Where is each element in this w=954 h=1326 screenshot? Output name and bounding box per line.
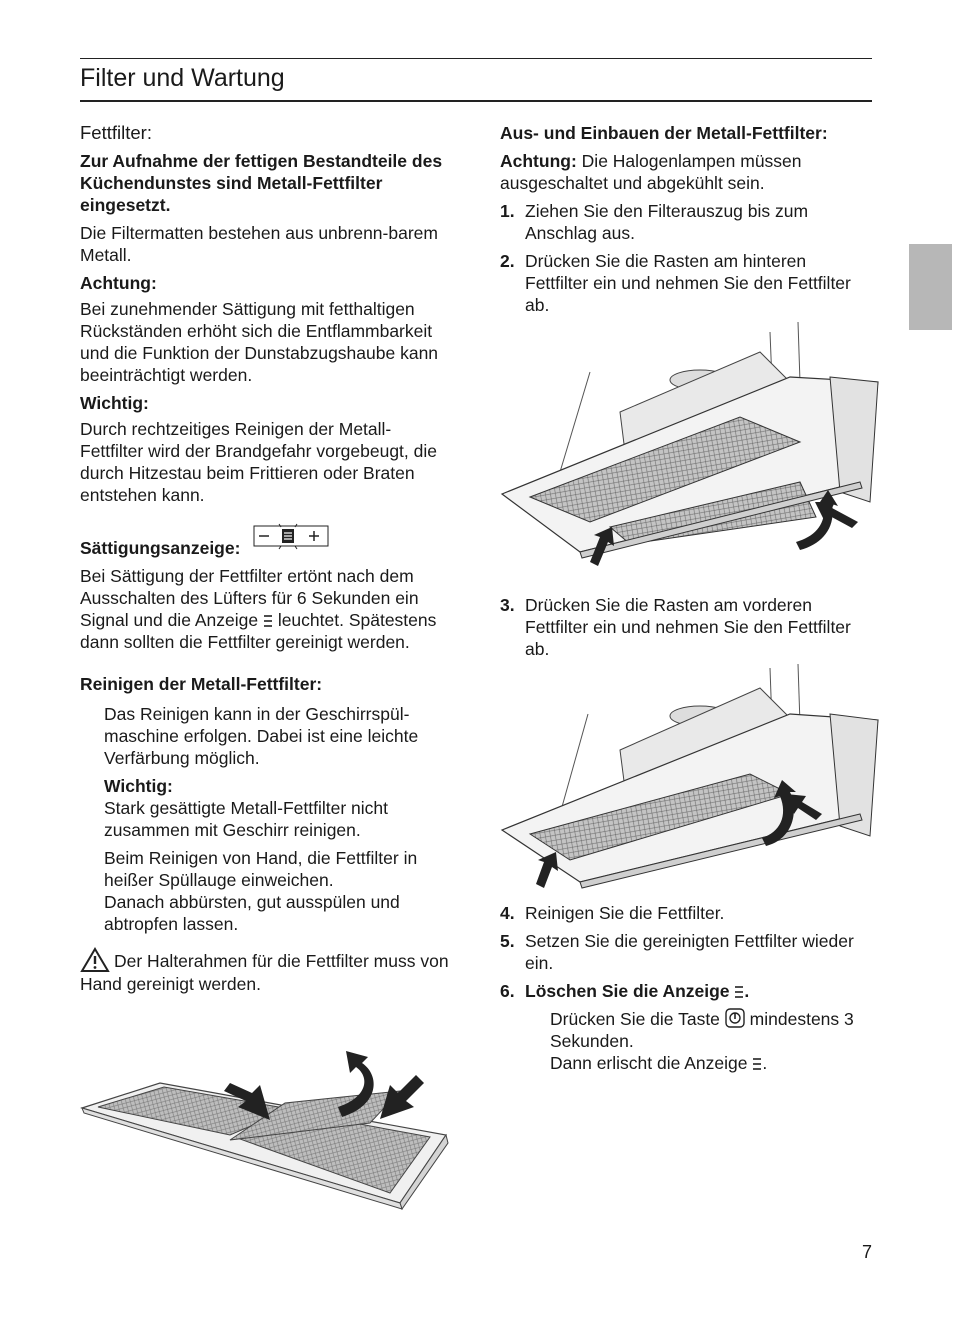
right-heading: Aus- und Einbauen der Metall-Fettfilter: — [500, 123, 828, 143]
reinigen-heading: Reinigen der Metall-Fettfilter: — [80, 674, 323, 694]
step-4 — [500, 902, 872, 924]
right-achtung-label: Achtung: — [500, 151, 577, 171]
language-side-tab — [909, 244, 952, 330]
reinigen-text-1: Das Reinigen kann in der Geschirrspül-maschine erfolgen. Dabei ist eine leichte Verfärbung möglich. — [104, 704, 419, 768]
step-6: 6. Löschen Sie die Anzeige . — [500, 981, 750, 1001]
step-number: 1. — [500, 201, 515, 221]
filter-indicator-icon — [263, 613, 273, 629]
saettigung-text-1: Bei Sättigung der Fettfilter ertönt nach dem Ausschalten des Lüfters für 6 Sekunden ein Signal und die Anzeige — [80, 566, 419, 630]
page-title: Filter und Wartung — [80, 64, 285, 92]
step-text: Reinigen Sie die Fettfilter. — [525, 903, 725, 923]
hood-rear-filter-illustration — [500, 322, 880, 568]
filter-frame-illustration — [80, 1045, 452, 1215]
right-achtung-text: Die Halogenlampen müssen ausgeschaltet und abgekühlt sein. — [500, 151, 802, 193]
warning-triangle-icon — [80, 947, 110, 973]
step-number: 2. — [500, 251, 515, 271]
warning-text: Der Halterahmen für die Fettfilter muss von Hand gereinigt werden. — [80, 951, 449, 994]
step-5 — [500, 930, 872, 974]
step6-sub-1a: Drücken Sie die Taste — [550, 1009, 720, 1029]
intro-text: Die Filtermatten bestehen aus unbrenn-barem Metall. — [80, 223, 438, 265]
saturation-display-icon — [253, 522, 329, 552]
left-column — [80, 122, 452, 1001]
step6-sub-2: Dann erlischt die Anzeige — [550, 1053, 748, 1073]
step-3 — [500, 594, 872, 660]
step6-sub-1b: mindestens 3 Sekunden. — [550, 1009, 854, 1051]
step-number: 3. — [500, 595, 515, 615]
step-number: 5. — [500, 931, 515, 951]
fettfilter-heading: Fettfilter: — [80, 122, 152, 143]
right-column: Aus- und Einbauen der Metall-Fettfilter: Achtung: Die Halogenlampen müssen ausgeschaltet und abgekühlt sein. 1. Ziehen Sie den Filterauszug bis zum Anschlag aus. 2. Drücken Sie die Rasten am hinteren Fettfilter ein und nehmen Sie den Fettfilter ab. 3. Drücken Sie die Rasten am vorderen Fettfilter ein und nehmen Sie den Fettfilter ab. 4. Reinigen Sie die Fettfilter. 5. Setzen Sie die gereinigten Fettfilter wieder ein. 6. Löschen Sie die Anzeige . Drücken Sie die Taste mindestens 3 Sekunden. Dann erlischt die Anzeige . — [500, 122, 872, 1074]
reinigen-text-3: Danach abbürsten, gut ausspülen und abtropfen lassen. — [104, 892, 400, 934]
hood-front-filter-illustration — [500, 664, 880, 890]
saettigung-label: Sättigungsanzeige: — [80, 538, 241, 558]
step-number: 6. — [500, 981, 515, 1001]
power-button-icon — [725, 1008, 745, 1028]
step-number: 4. — [500, 903, 515, 923]
step-text: Löschen Sie die Anzeige — [525, 981, 730, 1001]
reinigen-wichtig-label: Wichtig: — [104, 776, 173, 796]
step-2 — [500, 250, 872, 316]
achtung-label: Achtung: — [80, 273, 157, 293]
title-rule — [80, 100, 872, 102]
reinigen-wichtig-text: Stark gesättigte Metall-Fettfilter nicht zusammen mit Geschirr reinigen. — [104, 798, 388, 840]
reinigen-text-2: Beim Reinigen von Hand, die Fettfilter in heißer Spüllauge einweichen. — [104, 848, 418, 890]
step-text: Setzen Sie die gereinigten Fettfilter wieder ein. — [525, 931, 854, 973]
step-1 — [500, 200, 872, 244]
saettigung-text-2: leuchtet. Spätestens dann sollten die Fettfilter gereinigt werden. — [80, 610, 437, 652]
achtung-text: Bei zunehmender Sättigung mit fetthaltigen Rückständen erhöht sich die Entflammbarkeit und die Funktion der Dunstabzugshaube kann beeinträchtigt werden. — [80, 299, 439, 385]
step-text: Drücken Sie die Rasten am vorderen Fettfilter ein und nehmen Sie den Fettfilter ab. — [525, 595, 851, 659]
wichtig-label: Wichtig: — [80, 393, 149, 413]
page-number: 7 — [861, 1242, 872, 1262]
intro-bold: Zur Aufnahme der fettigen Bestandteile des Küchendunstes sind Metall-Fettfilter eingesetzt. — [80, 151, 443, 215]
step-text: Ziehen Sie den Filterauszug bis zum Anschlag aus. — [525, 201, 809, 243]
filter-indicator-icon — [752, 1056, 762, 1072]
filter-indicator-icon — [734, 984, 744, 1000]
step-text: Drücken Sie die Rasten am hinteren Fettfilter ein und nehmen Sie den Fettfilter ab. — [525, 251, 851, 315]
top-rule — [80, 58, 872, 59]
wichtig-text: Durch rechtzeitiges Reinigen der Metall-Fettfilter wird der Brandgefahr vorgebeugt, die durch Hitzestau beim Frittieren oder Braten entstehen kann. — [80, 419, 437, 505]
